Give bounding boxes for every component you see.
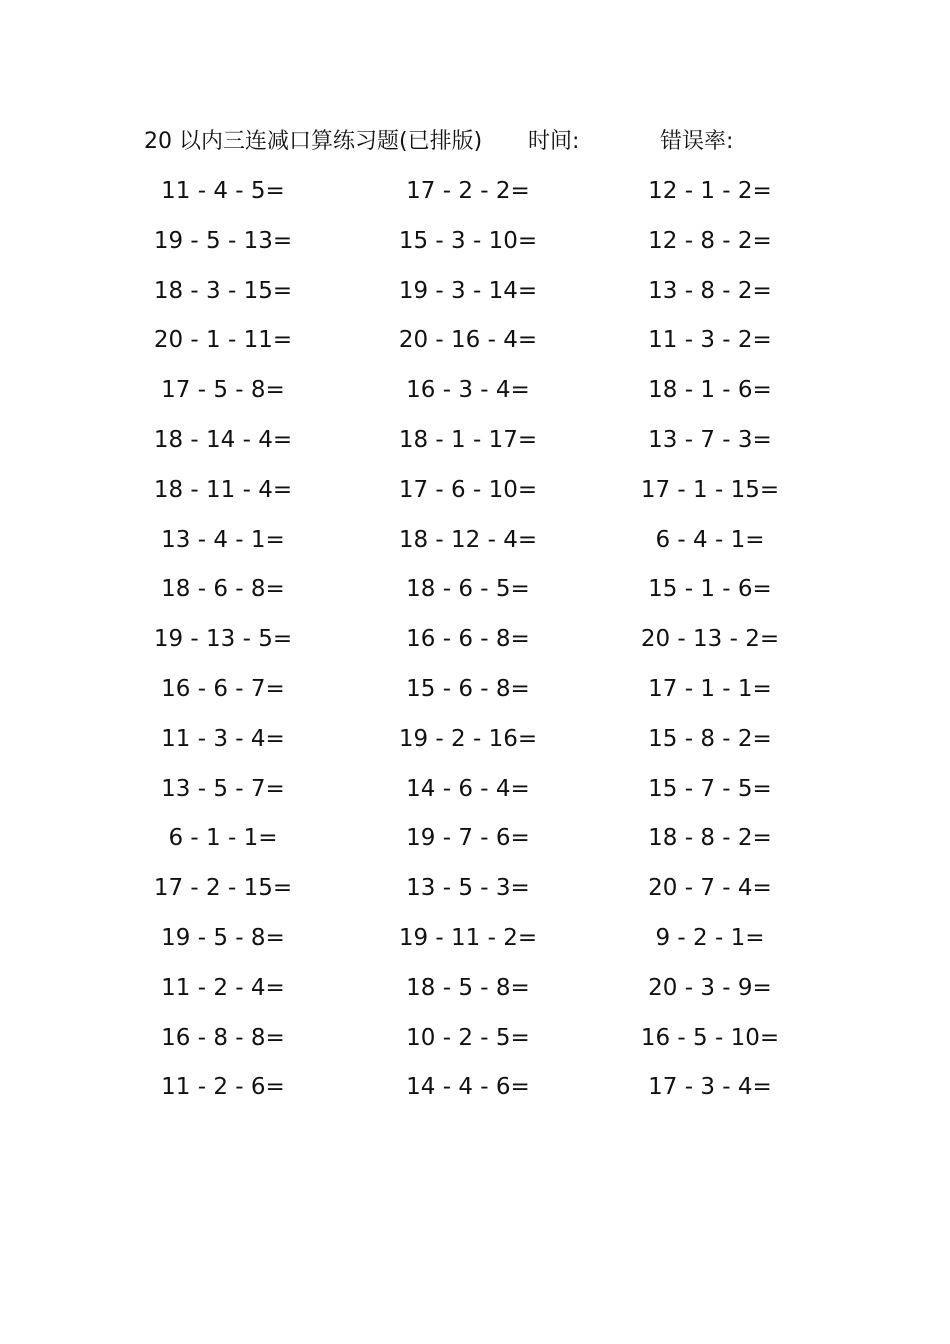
problem-row (0, 167, 950, 217)
problem-row (0, 964, 950, 1014)
problem-item: 12 - 1 - 2= (648, 178, 772, 204)
problem-item: 17 - 6 - 10= (398, 476, 538, 503)
problem-item: 11 - 4 - 5= (161, 178, 285, 204)
problem-row (0, 316, 950, 366)
problem-item: 19 - 5 - 13= (153, 227, 293, 254)
problem-item: 18 - 1 - 17= (398, 426, 538, 453)
problem-item: 13 - 7 - 3= (648, 426, 772, 453)
problem-row (0, 217, 950, 267)
problem-item: 15 - 3 - 10= (398, 227, 538, 254)
problem-item: 17 - 3 - 4= (648, 1074, 772, 1101)
problem-item: 17 - 1 - 15= (640, 476, 780, 503)
problem-item: 15 - 6 - 8= (406, 675, 530, 702)
problem-item: 15 - 7 - 5= (648, 775, 772, 802)
problem-item: 16 - 3 - 4= (406, 377, 530, 404)
problem-item: 11 - 2 - 6= (161, 1074, 285, 1101)
problem-item: 12 - 8 - 2= (648, 227, 772, 254)
problem-item: 16 - 6 - 8= (406, 626, 530, 653)
worksheet-header (0, 122, 950, 162)
problem-row (0, 715, 950, 765)
problem-item: 17 - 5 - 8= (161, 377, 285, 404)
error-rate-label: 错误率: (660, 129, 734, 154)
problem-row (0, 914, 950, 964)
problem-item: 13 - 5 - 7= (161, 775, 285, 802)
problem-item: 9 - 2 - 1= (655, 924, 765, 951)
problem-item: 17 - 2 - 15= (153, 875, 293, 902)
problem-item: 19 - 3 - 14= (398, 277, 538, 304)
problem-row (0, 366, 950, 416)
problem-item: 16 - 5 - 10= (640, 1024, 780, 1051)
problem-row (0, 565, 950, 615)
problem-item: 20 - 7 - 4= (648, 875, 772, 902)
problem-item: 13 - 8 - 2= (648, 277, 772, 304)
problem-item: 18 - 6 - 8= (161, 576, 285, 603)
problem-item: 16 - 8 - 8= (161, 1024, 285, 1051)
problem-row (0, 416, 950, 466)
problem-item: 17 - 1 - 1= (648, 675, 772, 702)
problem-item: 14 - 4 - 6= (406, 1074, 530, 1101)
time-label: 时间: (528, 129, 580, 154)
problem-item: 18 - 1 - 6= (648, 377, 772, 404)
problem-item: 18 - 3 - 15= (153, 277, 293, 304)
problem-item: 18 - 11 - 4= (153, 476, 293, 503)
problem-item: 18 - 6 - 5= (406, 576, 530, 603)
problem-item: 16 - 6 - 7= (161, 675, 285, 702)
problem-row (0, 615, 950, 665)
problem-item: 18 - 12 - 4= (398, 526, 538, 553)
problem-item: 19 - 7 - 6= (406, 825, 530, 852)
problem-item: 11 - 2 - 4= (161, 974, 285, 1001)
problem-item: 10 - 2 - 5= (406, 1024, 530, 1051)
problem-row (0, 814, 950, 864)
problem-row (0, 516, 950, 566)
problem-item: 20 - 3 - 9= (648, 974, 772, 1001)
problem-row (0, 765, 950, 815)
problem-item: 18 - 14 - 4= (153, 426, 293, 453)
problem-item: 13 - 4 - 1= (161, 526, 285, 553)
problem-item: 17 - 2 - 2= (406, 178, 530, 204)
problem-item: 19 - 5 - 8= (161, 924, 285, 951)
problem-row (0, 267, 950, 317)
problem-item: 15 - 8 - 2= (648, 725, 772, 752)
problem-item: 11 - 3 - 2= (648, 327, 772, 354)
problem-row (0, 665, 950, 715)
problem-item: 19 - 11 - 2= (398, 924, 538, 951)
problem-row (0, 864, 950, 914)
problem-item: 20 - 16 - 4= (398, 327, 538, 354)
problem-item: 19 - 2 - 16= (398, 725, 538, 752)
problem-item: 14 - 6 - 4= (406, 775, 530, 802)
problem-row (0, 1063, 950, 1113)
problem-item: 6 - 4 - 1= (655, 526, 765, 553)
problem-item: 20 - 1 - 11= (153, 327, 293, 354)
problem-row (0, 1014, 950, 1064)
problem-item: 6 - 1 - 1= (168, 825, 278, 852)
problem-item: 19 - 13 - 5= (153, 626, 293, 653)
problem-item: 15 - 1 - 6= (648, 576, 772, 603)
problem-row (0, 466, 950, 516)
worksheet-title: 20 以内三连减口算练习题(已排版) (144, 129, 483, 154)
problem-item: 13 - 5 - 3= (406, 875, 530, 902)
problem-item: 18 - 8 - 2= (648, 825, 772, 852)
problem-item: 11 - 3 - 4= (161, 725, 285, 752)
problem-item: 20 - 13 - 2= (640, 626, 780, 653)
problem-item: 18 - 5 - 8= (406, 974, 530, 1001)
problem-grid (0, 167, 950, 1113)
